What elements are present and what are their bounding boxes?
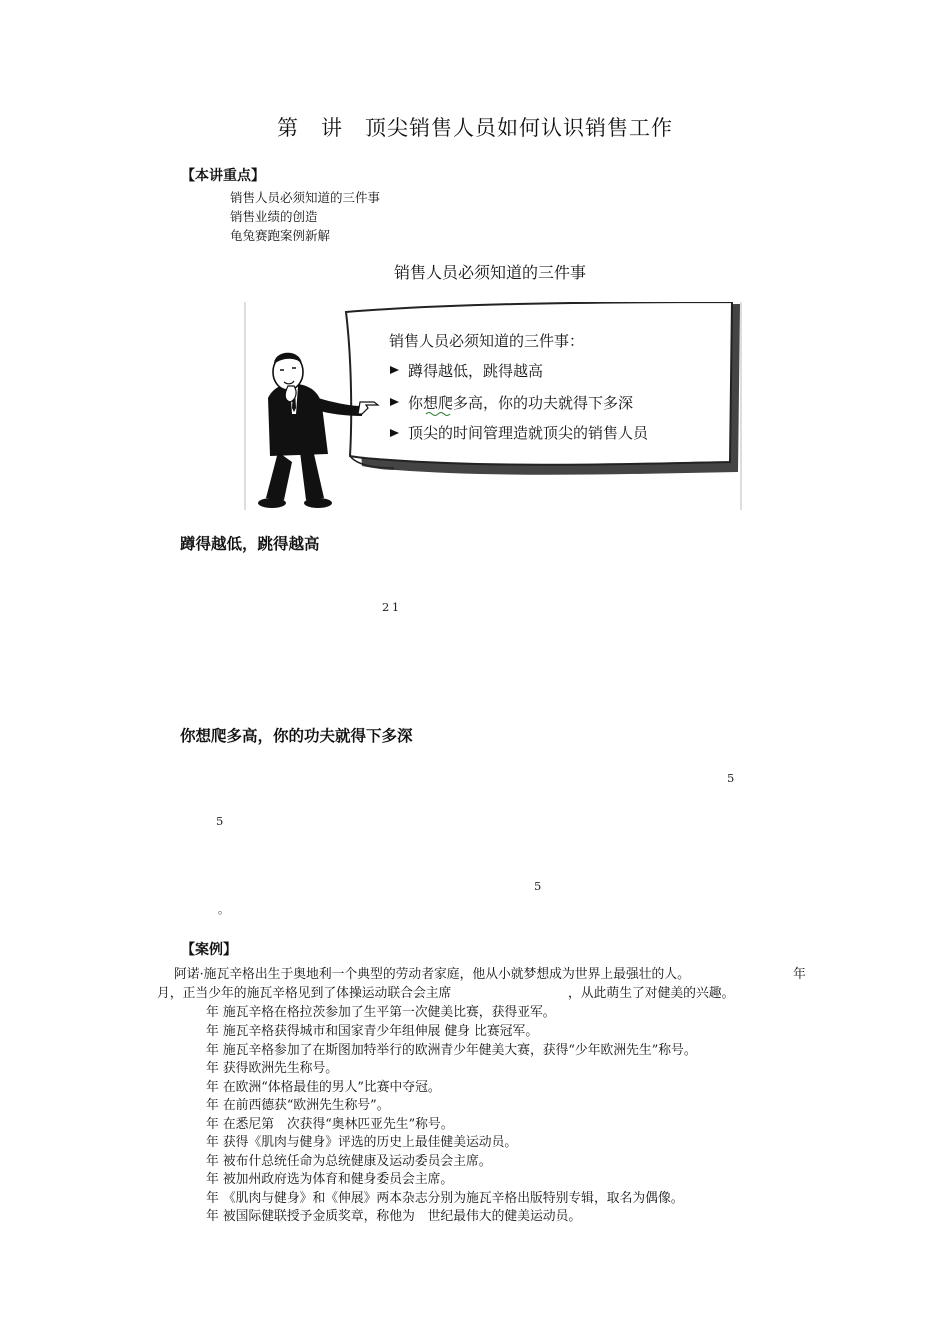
- subsection-heading: 你想爬多高，你的功夫就得下多深: [180, 727, 413, 745]
- case-entry: 年 在欧洲“体格最佳的男人”比赛中夺冠。: [206, 1080, 441, 1095]
- case-entry: 年 在悉尼第 次获得“奥林匹亚先生”称号。: [206, 1117, 454, 1132]
- section-heading: 销售人员必须知道的三件事: [393, 263, 586, 282]
- subsection-heading: 蹲得越低，跳得越高: [180, 535, 320, 553]
- case-entry: 年 《肌肉与健身》和《伸展》两本杂志分别为施瓦辛格出版特别专辑，取名为偶像。: [206, 1191, 684, 1206]
- case-intro-line2b: ，从此萌生了对健美的兴趣。: [568, 986, 735, 1001]
- case-entry: 年 施瓦辛格参加了在斯图加特举行的欧洲青少年健美大赛，获得“少年欧洲先生”称号。: [206, 1043, 697, 1058]
- salesman-illustration: [244, 302, 742, 510]
- text-fragment: 5: [216, 814, 226, 828]
- text-fragment: 21: [382, 600, 402, 614]
- case-entry: 年 被加州政府选为体育和健身委员会主席。: [206, 1172, 454, 1187]
- case-intro-line1: 阿诺·施瓦辛格出生于奥地利一个典型的劳动者家庭，他从小就梦想成为世界上最强壮的人。: [174, 967, 690, 982]
- board-bullet: 你想爬多高，你的功夫就得下多深: [408, 394, 634, 412]
- key-point-item: 销售人员必须知道的三件事: [230, 190, 381, 205]
- board-bullet: 顶尖的时间管理造就顶尖的销售人员: [408, 424, 649, 442]
- case-entry: 年 获得欧洲先生称号。: [206, 1061, 339, 1076]
- text-fragment: 5: [534, 879, 544, 893]
- case-entry: 年 获得《肌肉与健身》评选的历史上最佳健美运动员。: [206, 1135, 518, 1150]
- case-entry: 年 在前西德获“欧洲先生称号”。: [206, 1098, 390, 1113]
- case-intro-line2a: 月，正当少年的施瓦辛格见到了体操运动联合会主席: [157, 986, 452, 1001]
- lecture-title: 第 讲 顶尖销售人员如何认识销售工作: [277, 116, 673, 140]
- board-bullet: 蹲得越低，跳得越高: [408, 362, 544, 380]
- case-entry: 年 被布什总统任命为总统健康及运动委员会主席。: [206, 1154, 492, 1169]
- case-entry: 年 施瓦辛格在格拉茨参加了生平第一次健美比赛，获得亚军。: [206, 1005, 556, 1020]
- text-fragment: 5: [727, 771, 737, 785]
- case-intro-year: 年: [793, 967, 806, 982]
- key-points-heading: 【本讲重点】: [181, 168, 265, 184]
- board-title: 销售人员必须知道的三件事：: [389, 332, 585, 350]
- key-point-item: 销售业绩的创造: [230, 209, 318, 224]
- text-fragment: 。: [218, 902, 232, 916]
- key-point-item: 龟兔赛跑案例新解: [230, 228, 331, 243]
- case-entry: 年 施瓦辛格获得城市和国家青少年组伸展 健身 比赛冠军。: [206, 1024, 539, 1039]
- case-entry: 年 被国际健联授予金质奖章，称他为 世纪最伟大的健美运动员。: [206, 1209, 582, 1224]
- case-heading: 【案例】: [181, 942, 237, 958]
